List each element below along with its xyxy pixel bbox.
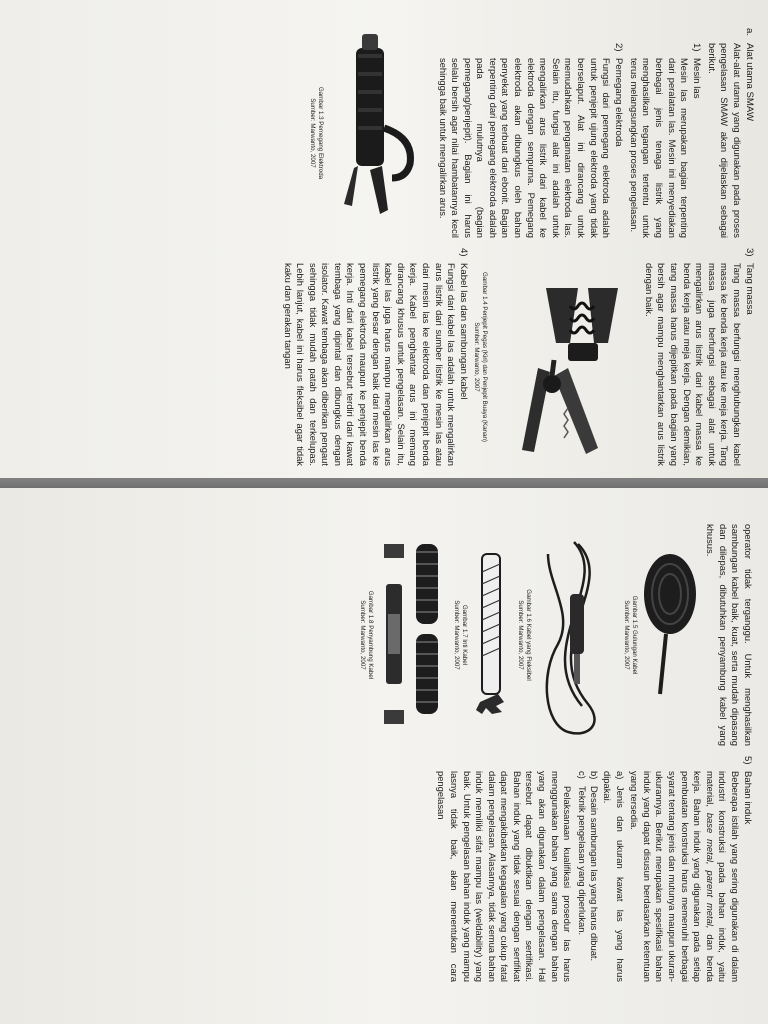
bottom-left-column: [0, 524, 754, 746]
item5-text: Beberapa istilah yang sering digunakan di dalam industri konstruksi pada bahan induk, yaitu material, base metal, parent metal, dan benda kerja. Bahan induk yang digunakan pada setiap pembuatan konstruksi harus memenuhi berbagai syarat tentang jenis dan mutunya maupun ukuran-ukurannya. Berikut merupakan spesifikasi bahan induk yang dapat disusun berdasarkan ketentuan yang tersedia.: [629, 771, 741, 982]
cable-core-illustration: [468, 524, 512, 746]
section-a-heading: a.Alat utama SMAW: [744, 28, 755, 122]
electrode-holder-illustration: [324, 28, 432, 238]
list-item-b: b)Desain sambungan las yang harus dibuat.: [589, 771, 601, 962]
list-item-a: a)Jenis dan ukuran kawat las yang harus dipakai.: [602, 771, 626, 982]
figure-1-6-caption: Gambar 1.6 Kabel yang Fleksibel: [524, 589, 532, 681]
page-top-content: [0, 0, 768, 478]
bottom-right-column: [0, 756, 754, 982]
figure-1-7-source: Sumber: Marwanto, 2007: [452, 600, 460, 670]
alligator-clip-icon: [522, 360, 598, 454]
item3-heading: 3)Tang massa: [744, 248, 755, 315]
flexible-cable-illustration: [532, 524, 618, 746]
item2-text: Fungsi dari pemegang elektroda adalah untuk penjepit ujung elektroda yang tidak berselaput. Alat ini dirancang untuk memudahkan pengamatan elektroda las. Selain itu, fungsi alat ini adalah untuk mengalirkan arus listrik dari kabel ke elektroda dengan sempurna. Pemegang elektroda akan dibungkus oleh bahan penyekat yang terbuat dari ebonit. Bagian terpenting dari pemegang elektroda adalah pada mulutnya (bagian pemegang/penjepit). Bagian ini harus selalu bersih agar nilai hambatannya kecil sehingga baik untuk mengalirkan arus.: [437, 58, 613, 238]
section-a-intro: Alat-alat utama yang digunakan pada proses pengelasan SMAW akan dijelaskan sebagai berikut.: [706, 43, 743, 238]
spring-clamp-icon: [546, 288, 618, 361]
figure-1-5-caption: Gambar 1.5 Gulungan Kabel: [630, 595, 638, 675]
cable-continuation-text: operator tidak terganggu. Untuk menghasilkan sambungan kabel baik, kuat, serta mudah dipasang dan dilepas, dibutuhkan penyambung kabel yang khusus.: [705, 524, 754, 746]
page-bottom-content: [0, 488, 768, 1024]
top-left-column: [0, 28, 756, 238]
clamps-illustration: [488, 248, 638, 466]
figure-1-3-source: Sumber: Marwanto, 2007: [308, 98, 316, 168]
item2-heading: 2)Pemegang elektroda: [613, 43, 625, 147]
figure-1-6-source: Sumber: Marwanto, 2007: [516, 600, 524, 670]
top-right-column: [0, 248, 756, 466]
figure-1-8-source: Sumber: Marwanto, 2007: [358, 600, 366, 670]
list-item-c: c)Teknik pengelasan yang diperlukan.: [576, 771, 588, 936]
cable-connector-illustration: [374, 524, 448, 746]
figure-clamps: [472, 248, 638, 466]
item1-text: Mesin las merupakan bagian terpenting dari peralatan las. Mesin ini menyediakan berbagai jenis tenaga listrik yang menghasilkan tegangan tertentu untuk terus melangsungkan proses pengelasan.: [628, 58, 691, 238]
page-bottom: [0, 488, 768, 1024]
figure-1-4-source: Sumber: Marwanto, 2007: [473, 322, 481, 392]
figure-1-4-caption: Gambar 1.4 Penjepit Pegas (Kiri) dan Penjepit Buaya (Kanan): [481, 272, 489, 442]
figure-cable-core: [452, 524, 512, 746]
figure-1-3-caption: Gambar 1.3 Pemegang Elektroda: [316, 86, 324, 180]
item5-heading: 5)Bahan induk: [742, 756, 753, 825]
figure-electrode-holder: [308, 28, 432, 238]
figure-cable-reel: [622, 524, 700, 746]
page-top: [0, 0, 768, 478]
item4-heading: 4)Kabel las dan sambungan kabel: [458, 248, 470, 400]
figure-1-5-source: Sumber: Marwanto, 2007: [622, 600, 630, 670]
figure-1-8-caption: Gambar 1.8 Penyambung Kabel: [366, 590, 374, 680]
final-paragraph: Pelaksanaan kualifikasi prosedur las harus menggunakan bahan yang sama dengan bahan yang akan digunakan dalam pengelasan. Hal tersebut dapat dibuktikan dengan sertifikasi. Bahan induk yang tidak sesuai dengan sertifikat dapat mengakibatkan kegagalan yang cukup fatal dalam pengelasan. Alasannya, tidak semua bahan induk memiliki sifat mampu las (weldability) yang baik. Untuk pengelasan bahan induk yang mampu lasnya tidak baik, akan menentukan cara pengelasan: [436, 771, 574, 982]
item1-heading: 1)Mesin las: [691, 43, 703, 99]
item3-text: Tang massa berfungsi menghubungkan kabel massa ke benda kerja atau ke meja kerja. Tang massa juga berfungsi sebagai alat untuk mengalirkan arus listrik dari kabel massa ke benda kerja atau meja kerja. Dengan demikian, tang massa harus dijepitkan pada bagian yang bersih agar mampu menghantarkan arus listrik dengan baik.: [643, 263, 743, 466]
cable-reel-illustration: [638, 524, 700, 746]
figure-cable-connector: [358, 524, 448, 746]
item4-text: Fungsi dari kabel las adalah untuk mengalirkan arus listrik dari sumber listrik ke mesin las atau dari mesin las ke elektroda dan penjepit benda kerja. Kabel penghantar arus ini memang dirancang khusus untuk pengelasan. Selain itu, kabel las juga harus mampu mengalirkan arus listrik yang besar dengan baik dari mesin las ke pemegang elektroda maupun ke penjepit benda kerja. Inti dari kabel tersebut terdiri dari kawat tembaga yang dipintal dan dibungkus dengan isolator. Kawat tembaga akan diberikan pengaut sehingga tidak mudah patah dan terkelupas. Lebih lanjut, kabel ini harus fleksibel agar tidak kaku dan gerakan tangan: [282, 263, 458, 466]
figure-1-7-caption: Gambar 1.7 Inti Kabel: [460, 604, 468, 666]
figure-flexible-cable: [516, 524, 618, 746]
